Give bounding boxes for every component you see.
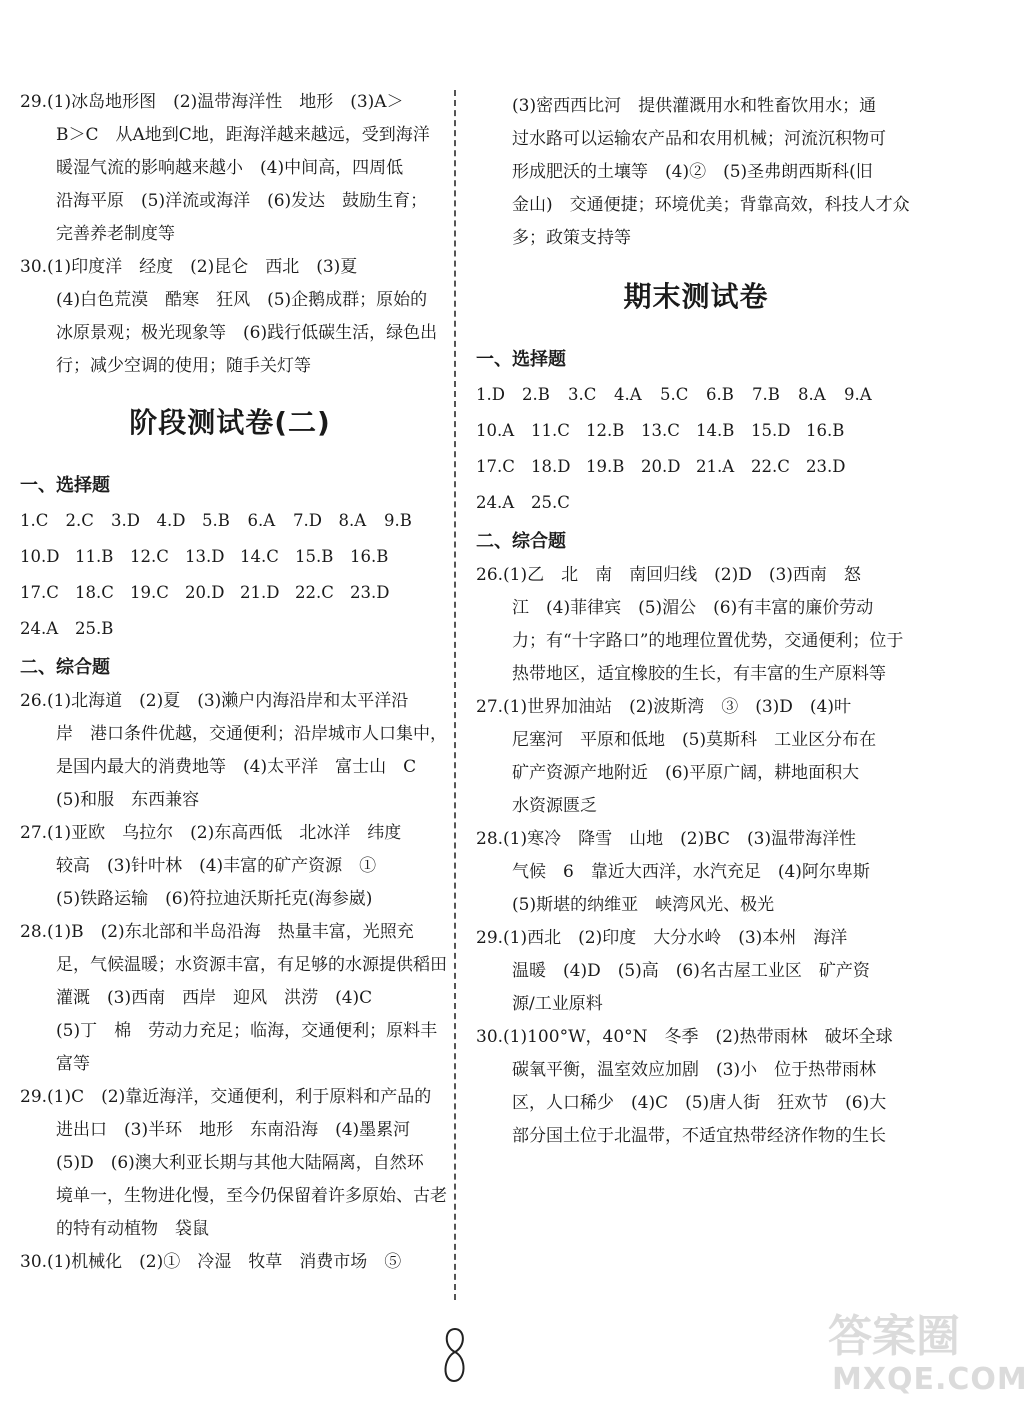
mc-answer: 13.D [185, 547, 225, 566]
answer-line: 29.(1)西北 (2)印度 大分水岭 (3)本州 海洋 [476, 928, 848, 948]
answer-line: 较高 (3)针叶林 (4)丰富的矿产资源 ① [56, 856, 377, 876]
mc-answer: 18.C [75, 583, 114, 602]
mc-answer: 16.B [806, 421, 845, 440]
answers-q26-q30 [20, 685, 447, 1279]
mc-answer: 4.D [156, 511, 186, 530]
mc-row [476, 449, 916, 485]
mc-answer: 9.B [384, 511, 412, 530]
comprehensive-section-heading: 二、综合题 [20, 657, 110, 678]
mc-answer: 22.C [295, 583, 334, 602]
mc-answer: 11.C [531, 421, 570, 440]
answer-line: 气候 6 靠近大西洋，水汽充足 (4)阿尔卑斯 [512, 862, 870, 882]
answer-line: 江 (4)菲律宾 (5)湄公 (6)有丰富的廉价劳动 [512, 598, 874, 618]
answer-line: 形成肥沃的土壤等 (4)② (5)圣弗朗西斯科(旧 [512, 162, 873, 182]
mc-answer: 22.C [751, 457, 790, 476]
mc-answer: 13.C [641, 421, 680, 440]
mc-answer: 7.B [752, 385, 780, 404]
answer-line: 矿产资源产地附近 (6)平原广阔，耕地面积大 [512, 763, 860, 783]
answer-line: B＞C 从A地到C地，距海洋越来越远，受到海洋 [56, 125, 430, 145]
answers-q29-q30-prev [20, 86, 440, 383]
answer-line: 暖湿气流的影响越来越小 (4)中间高，四周低 [56, 158, 404, 178]
mc-answer: 24.A [20, 619, 59, 638]
mc-answer: 21.D [240, 583, 280, 602]
mc-answer: 24.A [476, 493, 515, 512]
mc-answer: 19.C [130, 583, 169, 602]
mc-answer: 11.B [75, 547, 114, 566]
answer-line: 29.(1)冰岛地形图 (2)温带海洋性 地形 (3)A＞ [20, 92, 404, 112]
answer-line: 28.(1)寒冷 降雪 山地 (2)BC (3)温带海洋性 [476, 829, 857, 849]
mc-answer: 8.A [798, 385, 826, 404]
mc-answer: 5.C [660, 385, 689, 404]
answer-line: 27.(1)亚欧 乌拉尔 (2)东高西低 北冰洋 纬度 [20, 823, 402, 843]
answer-line: (5)丁 棉 劳动力充足；临海，交通便利；原料丰 [56, 1021, 438, 1041]
answer-line: 区，人口稀少 (4)C (5)唐人街 狂欢节 (6)大 [512, 1093, 887, 1113]
answer-line: 28.(1)B (2)东北部和半岛沿海 热量丰富，光照充 [20, 922, 414, 942]
answer-line: 温暖 (4)D (5)高 (6)名古屋工业区 矿产资 [512, 961, 870, 981]
answer-line: 多；政策支持等 [512, 228, 631, 248]
answer-line: 碳氧平衡，温室效应加剧 (3)小 位于热带雨林 [512, 1060, 877, 1080]
mc-answer: 17.C [20, 583, 59, 602]
answer-line: 进出口 (3)半环 地形 东南沿海 (4)墨累河 [56, 1120, 411, 1140]
answer-line: 金山) 交通便捷；环境优美；背靠高效，科技人才众 [512, 195, 910, 215]
column-divider [454, 90, 456, 1300]
answer-line: 冰原景观；极光现象等 (6)践行低碳生活，绿色出 [56, 323, 438, 343]
multiple-choice-answers [476, 377, 916, 521]
mc-answer: 18.D [531, 457, 571, 476]
answer-line: 26.(1)北海道 (2)夏 (3)濑户内海沿岸和太平洋沿 [20, 691, 409, 711]
answer-line: (5)和服 东西兼容 [56, 790, 200, 810]
mc-row [476, 485, 916, 521]
right-column [476, 90, 916, 1153]
mc-row [20, 539, 440, 575]
mc-answer: 25.C [531, 493, 570, 512]
mc-answer: 2.B [522, 385, 550, 404]
mc-answer: 5.B [202, 511, 230, 530]
answer-line: (5)铁路运输 (6)符拉迪沃斯托克(海参崴) [56, 889, 373, 909]
answer-line: 行；减少空调的使用；随手关灯等 [56, 356, 311, 376]
handwritten-page-number [440, 1325, 470, 1385]
answer-line: 部分国土位于北温带，不适宜热带经济作物的生长 [512, 1126, 886, 1146]
mc-answer: 3.D [111, 511, 140, 530]
mc-answer: 12.B [586, 421, 625, 440]
mc-answer: 1.D [476, 385, 505, 404]
mc-answer: 6.A [247, 511, 276, 530]
mc-answer: 6.B [706, 385, 734, 404]
mc-answer: 17.C [476, 457, 515, 476]
answer-line: 沿海平原 (5)洋流或海洋 (6)发达 鼓励生育； [56, 191, 428, 211]
choice-section-heading: 一、选择题 [476, 349, 566, 370]
mc-answer: 14.B [696, 421, 735, 440]
answer-line: (3)密西西比河 提供灌溉用水和牲畜饮用水；通 [512, 96, 877, 116]
answer-line: 力；有“十字路口”的地理位置优势，交通便利；位于 [512, 631, 904, 651]
mc-answer: 19.B [586, 457, 625, 476]
answer-line: 26.(1)乙 北 南 南回归线 (2)D (3)西南 怒 [476, 565, 861, 585]
answers-q30-continued [476, 90, 916, 255]
answer-line: 境单一，生物进化慢，至今仍保留着许多原始、古老 [56, 1186, 447, 1206]
answer-line: 足，气候温暖；水资源丰富，有足够的水源提供稻田 [56, 955, 447, 975]
watermark-logo [800, 1300, 1028, 1400]
watermark-url: MXQE.COM [832, 1362, 1028, 1397]
mc-answer: 23.D [806, 457, 846, 476]
comprehensive-section-heading: 二、综合题 [476, 531, 566, 552]
mc-row [20, 503, 440, 539]
multiple-choice-answers [20, 503, 440, 647]
mc-answer: 4.A [614, 385, 642, 404]
mc-answer: 3.C [568, 385, 597, 404]
mc-answer: 9.A [844, 385, 872, 404]
left-column [20, 86, 447, 1279]
mc-answer: 20.D [641, 457, 681, 476]
mc-answer: 8.A [338, 511, 367, 530]
answer-line: (5)D (6)澳大利亚长期与其他大陆隔离，自然环 [56, 1153, 424, 1173]
mc-answer: 10.D [20, 547, 60, 566]
answer-line: 30.(1)100°W，40°N 冬季 (2)热带雨林 破坏全球 [476, 1027, 893, 1047]
stage-test-title: 阶段测试卷(二) [129, 406, 331, 439]
mc-row [476, 413, 916, 449]
watermark-text: 答案圈 [828, 1311, 960, 1362]
mc-answer: 21.A [696, 457, 735, 476]
mc-answer: 1.C [20, 511, 49, 530]
answer-line: 源/工业原料 [512, 994, 603, 1014]
answer-line: 岸 港口条件优越，交通便利；沿岸城市人口集中， [56, 724, 447, 744]
answers-q26-q30 [476, 559, 916, 1153]
mc-answer: 2.C [65, 511, 94, 530]
answer-line: (5)斯堪的纳维亚 峡湾风光、极光 [512, 895, 775, 915]
answer-line: 完善养老制度等 [56, 224, 175, 244]
answer-line: 29.(1)C (2)靠近海洋，交通便利，利于原料和产品的 [20, 1087, 432, 1107]
mc-row [20, 611, 440, 647]
answer-line: 30.(1)机械化 (2)① 冷湿 牧草 消费市场 ⑤ [20, 1252, 402, 1272]
answer-line: 热带地区，适宜橡胶的生长，有丰富的生产原料等 [512, 664, 886, 684]
answer-line: 的特有动植物 袋鼠 [56, 1219, 209, 1239]
answer-line: (4)白色荒漠 酷寒 狂风 (5)企鹅成群；原始的 [56, 290, 428, 310]
mc-answer: 14.C [240, 547, 279, 566]
mc-answer: 15.D [751, 421, 791, 440]
answer-line: 30.(1)印度洋 经度 (2)昆仑 西北 (3)夏 [20, 257, 358, 277]
mc-answer: 23.D [350, 583, 390, 602]
mc-row [20, 575, 440, 611]
answer-line: 水资源匮乏 [512, 796, 597, 816]
answer-line: 灌溉 (3)西南 西岸 迎风 洪涝 (4)C [56, 988, 373, 1008]
mc-answer: 25.B [75, 619, 114, 638]
answer-line: 27.(1)世界加油站 (2)波斯湾 ③ (3)D (4)叶 [476, 697, 851, 717]
mc-row [476, 377, 916, 413]
mc-answer: 16.B [350, 547, 389, 566]
answer-line: 是国内最大的消费地等 (4)太平洋 富士山 C [56, 757, 417, 777]
mc-answer: 15.B [295, 547, 334, 566]
choice-section-heading: 一、选择题 [20, 475, 110, 496]
answer-line: 尼塞河 平原和低地 (5)莫斯科 工业区分布在 [512, 730, 877, 750]
answer-line: 富等 [56, 1054, 90, 1074]
mc-answer: 20.D [185, 583, 225, 602]
answer-line: 过水路可以运输农产品和农用机械；河流沉积物可 [512, 129, 886, 149]
mc-answer: 10.A [476, 421, 515, 440]
mc-answer: 7.D [293, 511, 322, 530]
final-test-title: 期末测试卷 [623, 280, 769, 313]
mc-answer: 12.C [130, 547, 169, 566]
